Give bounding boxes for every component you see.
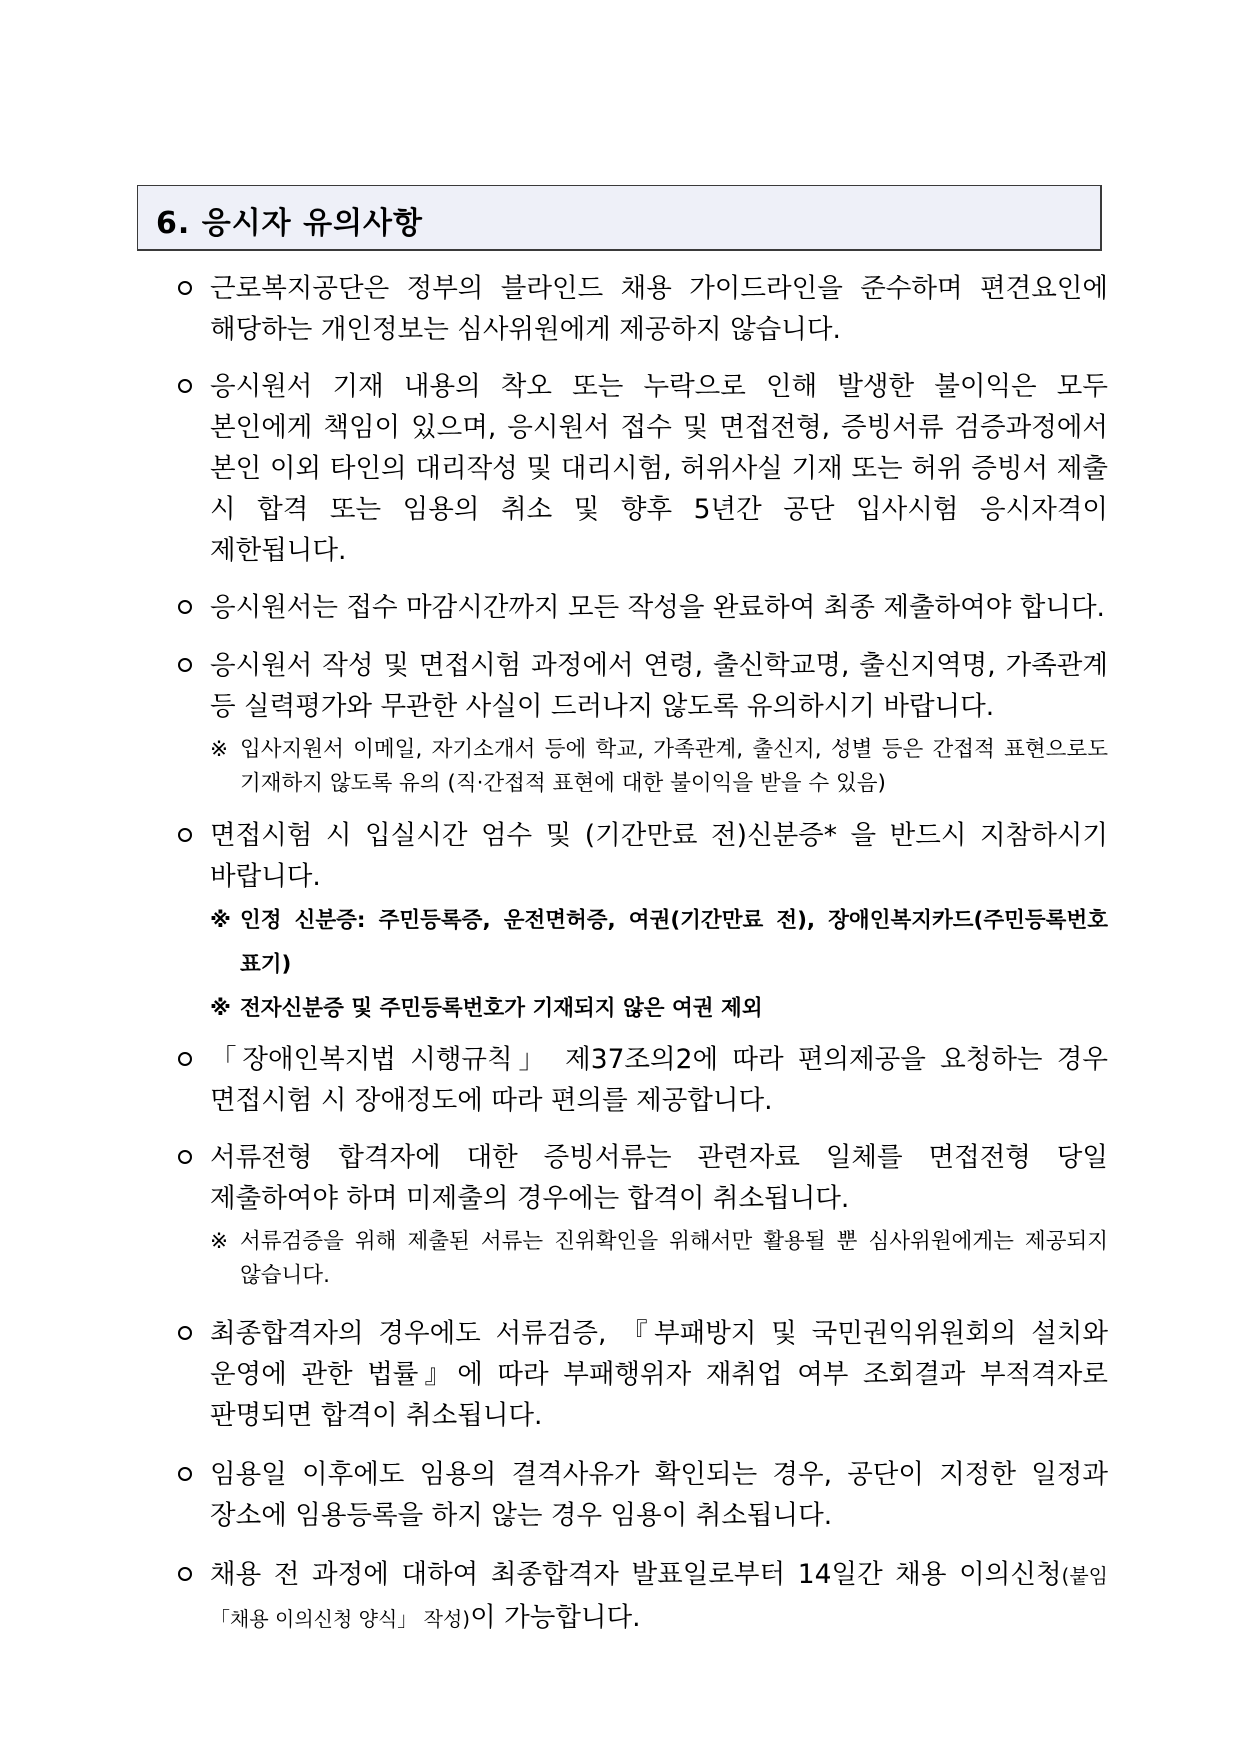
list-item [170, 268, 1108, 350]
circle-bullet-icon [178, 1052, 192, 1066]
item-text: 서류전형 합격자에 대한 증빙서류는 관련자료 일체를 면접전형 당일 제출하여야 하며 미제출의 경우에는 합격이 취소됩니다. [210, 1142, 1108, 1214]
item-text-end: 이 가능합니다. [470, 1602, 641, 1633]
circle-bullet-icon [178, 658, 192, 672]
list-item [170, 587, 1108, 628]
note-text: 입사지원서 이메일, 자기소개서 등에 학교, 가족관계, 출신지, 성별 등은 간접적 표현으로도 기재하지 않도록 유의 (직‧간접적 표현에 대한 불이익을 받을 수 있음) [240, 737, 1108, 796]
item-text-small: (붙임 「채용 이의신청 양식」 작성) [210, 1564, 1108, 1631]
circle-bullet-icon [178, 600, 192, 614]
list-item [170, 1554, 1108, 1640]
item-note [210, 733, 1108, 801]
list-item [170, 1137, 1108, 1219]
item-text: 면접시험 시 입실시간 엄수 및 (기간만료 전)신분증* 을 반드시 지참하시기 바랍니다. [210, 820, 1108, 892]
list-item [170, 815, 1108, 897]
note-text: 서류검증을 위해 제출된 서류는 진위확인을 위해서만 활용될 뿐 심사위원에게는 제공되지 않습니다. [240, 1229, 1108, 1288]
list-item [170, 645, 1108, 727]
item-note [210, 899, 1108, 987]
reference-mark: ※ [210, 737, 229, 762]
note-text: 인정 신분증: 주민등록증, 운전면허증, 여권(기간만료 전), 장애인복지카드(주민등록번호 표기) [240, 908, 1108, 977]
item-note [210, 1225, 1108, 1293]
circle-bullet-icon [178, 1326, 192, 1340]
item-text: 임용일 이후에도 임용의 결격사유가 확인되는 경우, 공단이 지정한 일정과 장소에 임용등록을 하지 않는 경우 임용이 취소됩니다. [210, 1459, 1108, 1531]
list-item [170, 1313, 1108, 1436]
circle-bullet-icon [178, 379, 192, 393]
reference-mark: ※ [210, 908, 231, 933]
item-text: 최종합격자의 경우에도 서류검증, 『부패방지 및 국민권익위원회의 설치와 운영에 관한 법률』에 따라 부패행위자 재취업 여부 조회결과 부적격자로 판명되면 합격이 취소됩니다. [210, 1318, 1108, 1431]
reference-mark: ※ [210, 1229, 229, 1254]
section-header [137, 185, 1102, 251]
item-text: 채용 전 과정에 대하여 최종합격자 발표일로부터 14일간 채용 이의신청 [210, 1559, 1062, 1590]
notice-list [170, 268, 1108, 1640]
item-text: 근로복지공단은 정부의 블라인드 채용 가이드라인을 준수하며 편견요인에 해당하는 개인정보는 심사위원에게 제공하지 않습니다. [210, 273, 1108, 345]
note-text: 전자신분증 및 주민등록번호가 기재되지 않은 여권 제외 [240, 996, 763, 1021]
item-text: 「장애인복지법 시행규칙」 제37조의2에 따라 편의제공을 요청하는 경우 면접시험 시 장애정도에 따라 편의를 제공합니다. [210, 1044, 1108, 1116]
circle-bullet-icon [178, 1150, 192, 1164]
circle-bullet-icon [178, 1467, 192, 1481]
reference-mark: ※ [210, 996, 231, 1021]
item-text: 응시원서 작성 및 면접시험 과정에서 연령, 출신학교명, 출신지역명, 가족관계 등 실력평가와 무관한 사실이 드러나지 않도록 유의하시기 바랍니다. [210, 650, 1108, 722]
list-item [170, 366, 1108, 571]
circle-bullet-icon [178, 1567, 192, 1581]
circle-bullet-icon [178, 281, 192, 295]
section-title: 6. 응시자 유의사항 [156, 206, 424, 241]
item-note [210, 987, 1108, 1031]
list-item [170, 1039, 1108, 1121]
circle-bullet-icon [178, 828, 192, 842]
item-text: 응시원서는 접수 마감시간까지 모든 작성을 완료하여 최종 제출하여야 합니다. [210, 592, 1105, 623]
list-item [170, 1454, 1108, 1536]
item-text: 응시원서 기재 내용의 착오 또는 누락으로 인해 발생한 불이익은 모두 본인에게 책임이 있으며, 응시원서 접수 및 면접전형, 증빙서류 검증과정에서 본인 이외 타인의 대리작성 및 대리시험, 허위사실 기재 또는 허위 증빙서 제출 시 합격 또는 임용의 취소 및 향후 5년간 공단 입사시험 응시자격이 제한됩니다. [210, 371, 1108, 566]
